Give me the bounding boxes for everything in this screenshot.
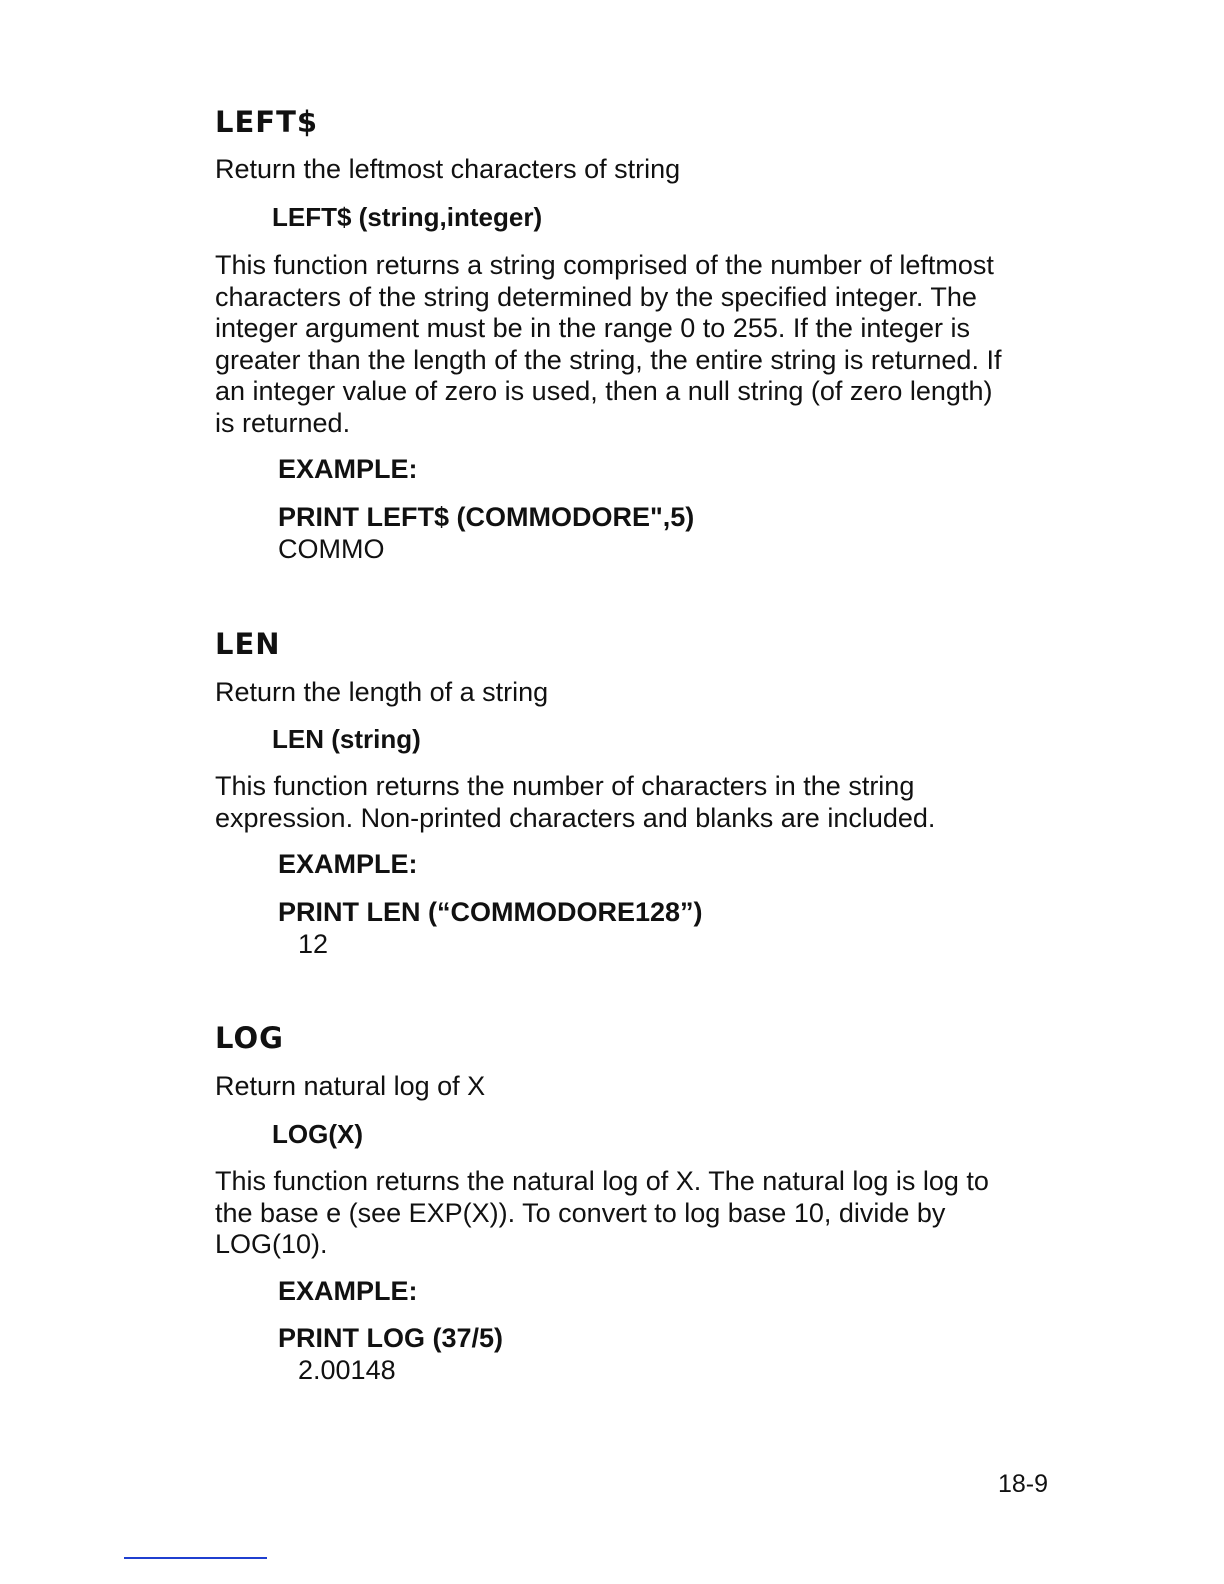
section-summary: Return natural log of X	[215, 1071, 486, 1101]
description-line: This function returns the natural log of X. The natural log is log to	[215, 1166, 989, 1196]
description-line: greater than the length of the string, the entire string is returned. If	[215, 344, 1002, 375]
syntax-line: LEFT$ (string,integer)	[272, 202, 543, 232]
description-line: This function returns a string comprised of the number of leftmost	[215, 250, 994, 280]
description	[215, 771, 1075, 834]
description-line: integer argument must be in the range 0 to 255. If the integer is	[215, 313, 970, 344]
section-summary: Return the leftmost characters of string	[215, 154, 681, 184]
example-code: PRINT LEN (“COMMODORE128”)	[278, 897, 703, 927]
section-summary: Return the length of a string	[215, 677, 549, 707]
example-output: 12	[298, 929, 329, 959]
example-code: PRINT LOG (37/5)	[278, 1323, 504, 1353]
example-code: PRINT LEFT$ (COMMODORE",5)	[278, 502, 695, 532]
example-label: EXAMPLE:	[278, 454, 418, 484]
description-line: is returned.	[215, 407, 351, 438]
description-line: an integer value of zero is used, then a null string (of zero length)	[215, 376, 993, 407]
description-line: characters of the string determined by the specified integer. The	[215, 281, 977, 312]
section-title: LEFT$	[215, 105, 319, 139]
section-title: LOG	[215, 1021, 284, 1055]
description	[215, 250, 1075, 440]
example-label: EXAMPLE:	[278, 1276, 418, 1306]
syntax-line: LOG(X)	[272, 1119, 363, 1149]
syntax-line: LEN (string)	[272, 724, 421, 754]
page-number: 18-9	[998, 1470, 1049, 1498]
description-line: expression. Non-printed characters and blanks are included.	[215, 802, 936, 833]
example-output: COMMO	[278, 534, 385, 564]
section-title: LEN	[215, 627, 281, 661]
description-line: This function returns the number of characters in the string	[215, 771, 915, 801]
example-label: EXAMPLE:	[278, 849, 418, 879]
description	[215, 1166, 1075, 1261]
description-line: the base e (see EXP(X)). To convert to log base 10, divide by	[215, 1197, 946, 1228]
footer-rule	[124, 1557, 267, 1559]
example-output: 2.00148	[298, 1355, 396, 1385]
description-line: LOG(10).	[215, 1229, 328, 1260]
